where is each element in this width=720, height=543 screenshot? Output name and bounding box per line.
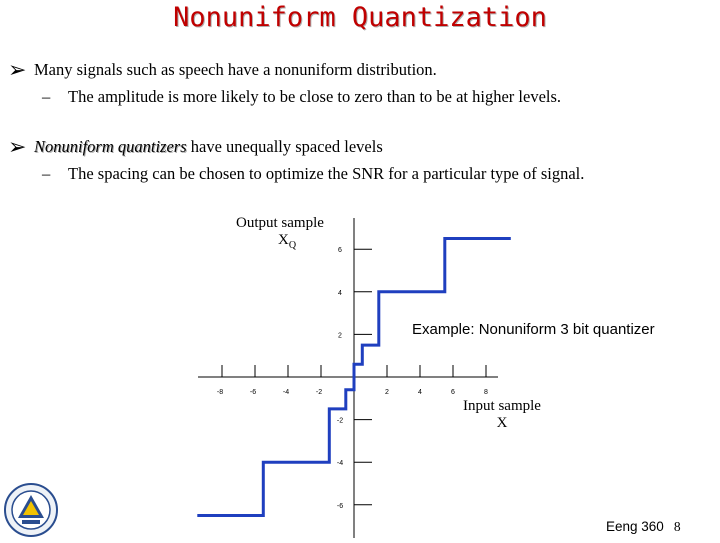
bullet-2-text: have unequally spaced levels (186, 137, 383, 156)
input-label-line1: Input sample (463, 398, 541, 414)
slide-title: Nonuniform Quantization (173, 2, 547, 33)
footer-course: Eeng 360 (606, 519, 664, 534)
dash-icon: – (42, 87, 51, 106)
sub-bullet-1-text: The amplitude is more likely to be close to zero than to be at higher levels. (68, 87, 562, 106)
dash-icon: – (42, 164, 51, 183)
page-number: 8 (673, 519, 681, 534)
y-tick-label: 4 (338, 289, 342, 297)
y-tick-label: -2 (336, 417, 344, 425)
y-tick-label: 2 (338, 332, 342, 340)
x-tick-label: -6 (249, 389, 257, 396)
input-label (456, 398, 548, 432)
output-label-line2 (236, 232, 324, 251)
bullet-2-emphasis: Nonuniform quantizers (34, 137, 187, 156)
y-tick-label: 6 (338, 247, 342, 255)
x-tick-label: 2 (385, 389, 389, 396)
sub-bullet-2-text: The spacing can be chosen to optimize the SNR for a particular type of signal. (68, 164, 585, 183)
x-ticks (217, 365, 488, 396)
arrow-bullet-icon: ➢ (8, 135, 27, 160)
example-caption: Example: Nonuniform 3 bit quantizer (412, 321, 655, 338)
y-tick-label: -6 (336, 502, 344, 510)
x-tick-label: -2 (315, 389, 323, 396)
output-label-x: X (278, 232, 289, 248)
arrow-bullet-icon: ➢ (8, 58, 27, 83)
x-tick-label: -8 (216, 389, 224, 396)
bullet-1-text: Many signals such as speech have a nonuniform distribution. (34, 60, 437, 79)
x-tick-label: 6 (451, 389, 455, 396)
output-label-line1: Output sample (236, 215, 324, 231)
output-label-subscript: Q (288, 240, 297, 251)
y-tick-label: -4 (336, 460, 344, 468)
output-label (236, 215, 324, 251)
x-tick-label: 4 (418, 389, 422, 396)
x-tick-label: 8 (484, 389, 488, 396)
input-label-line2: X (496, 415, 508, 431)
footer (606, 519, 681, 535)
university-seal-icon (2, 482, 60, 538)
x-tick-label: -4 (282, 389, 290, 396)
